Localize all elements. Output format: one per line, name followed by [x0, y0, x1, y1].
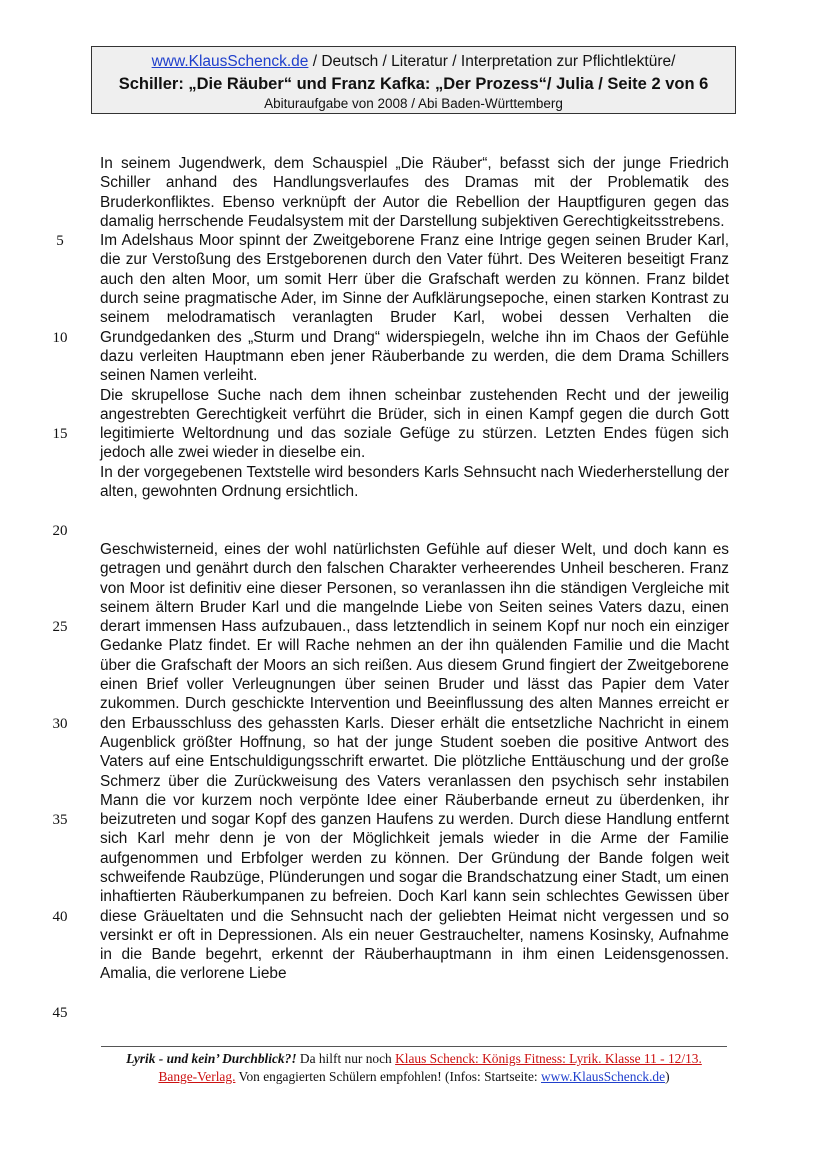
header-title: Schiller: „Die Räuber“ und Franz Kafka: „Der Prozess“/ Julia / Seite 2 von 6 [118, 75, 709, 93]
header-breadcrumb [92, 53, 735, 71]
publisher-link[interactable]: Bange-Verlag. [158, 1069, 236, 1084]
header-subtitle: Abituraufgabe von 2008 / Abi Baden-Württemberg [264, 96, 563, 111]
footer-lead: Lyrik - und kein’ Durchblick?! [126, 1051, 297, 1066]
paragraph-conflict: Die skrupellose Suche nach dem ihnen scheinbar zustehenden Recht und der jeweilig angestrebten Gerechtigkeit verführt die Brüder, sich in einen Kampf gegen die durch Gott legitimierte Weltordnung und das soziale Gefüge zu stürzen. Letzten Endes fügen sich jedoch alle zwei wieder in dieselbe ein. [100, 386, 729, 462]
line-number: 25 [52, 619, 68, 635]
page-footer [101, 1050, 727, 1086]
line-number: 10 [52, 329, 68, 346]
line-number: 5 [56, 233, 64, 249]
line-number: 35 [52, 812, 68, 828]
footer-site-link[interactable]: www.KlausSchenck.de [540, 1069, 666, 1084]
line-number: 20 [52, 522, 68, 539]
document-header [91, 46, 736, 114]
footer-divider [101, 1046, 727, 1047]
site-link[interactable]: www.KlausSchenck.de [151, 53, 309, 70]
paragraph-intro: In seinem Jugendwerk, dem Schauspiel „Die Räuber“, befasst sich der junge Friedrich Schiller anhand des Handlungsverlaufes des Dramas mit der Problematik des Bruderkonfliktes. Ebenso verknüpft der Autor die Rebellion der Hauptfiguren gegen das damalig herrschende Feudalsystem mit der Darstellung subjektiven Gerechtigkeitsstrebens. [100, 155, 729, 230]
footer-text: Von engagierten Schülern empfohlen! (Infos: Startseite: [235, 1069, 541, 1084]
footer-text: Da hilft nur noch [296, 1051, 396, 1066]
line-number: 30 [52, 715, 68, 732]
paragraph-gap [100, 501, 729, 540]
line-number: 40 [52, 908, 68, 925]
breadcrumb-text: / Deutsch / Literatur / Interpretation zur Pflichtlektüre/ [308, 53, 676, 70]
paragraph-main: Geschwisterneid, eines der wohl natürlichsten Gefühle auf dieser Welt, und doch kann es getragen und genährt durch den falschen Charakter verheerendes Unheil bescheren. Franz von Moor ist definitiv eine dieser Personen, so veranlassen ihn die ständigen Vergleiche mit seinem ältern Bruder Karl und die mangelnde Liebe von Seiten seines Vaters dazu, einen derart immensen Hass aufzubauen., dass letztendlich in seinem Kopf nur noch ein einziger Gedanke Platz findet. Er will Rache nehmen an der ihn quälenden Familie und die Macht über die Grafschaft der Moors an sich reißen. Aus diesem Grund fingiert der Zweitgeborene einen Brief voller Verleugnungen über seinen Bruder und lässt das Papier dem Vater zukommen. Durch geschickte Intervention und Beeinflussung des alten Mannes erreicht er den Erbausschluss des gehassten Karls. Dieser erhält die entsetzliche Nachricht in einem Augenblick größter Hoffnung, so hat der junge Student soeben die positive Antwort des Vaters auf eine Entschuldigungsschrift erwartet. Die plötzliche Enttäuschung und der große Schmerz über die Zurückweisung des Vaters veranlassen den psychisch sehr instabilen Mann die vor kurzem noch verpönte Idee einer Räuberbande erneut zu überdenken, ihr beizutreten und sogar Kopf des ganzen Haufens zu werden. Durch diese Handlung entfernt sich Karl mehr denn je von der Möglichkeit jemals wieder in die Arme der Familie aufgenommen und Erbfolger werden zu können. Der Gründung der Bande folgen weit schweifende Raubzüge, Plünderungen und sogar die Brandschatzung einer Stadt, um einen inhaftierten Räuberkumpanen zu befreien. Doch Karl kann sein schlechtes Gewissen über diese Gräueltaten und die Sehnsucht nach der geliebten Heimat nicht vergessen und so versinkt er oft in Depressionen. Als ein neuer Gestrauchelter, namens Kosinsky, Aufnahme in die Bande begehrt, erkennt der Räuberhauptmann in ihm einen Leidensgenossen. Amalia, die verlorene Liebe [100, 540, 729, 983]
book-link[interactable]: Klaus Schenck: Königs Fitness: Lyrik. Klasse 11 - 12/13. [395, 1051, 702, 1066]
line-number: 15 [52, 426, 68, 442]
line-number: 45 [52, 1005, 68, 1021]
paragraph-plot: Im Adelshaus Moor spinnt der Zweitgeborene Franz eine Intrige gegen seinen Bruder Karl, die zur Verstoßung des Erstgeborenen durch den Vater führt. Des Weiteren beseitigt Franz auch den alten Moor, um somit Herr über die Grafschaft werden zu können. Franz bildet durch seine pragmatische Ader, im Sinne der Aufklärungsepoche, einen starken Kontrast zu seinem melodramatisch veranlagten Bruder Karl, wobei dessen Verhalten die Grundgedanken des „Sturm und Drang“ widerspiegeln, welche ihn im Chaos der Gefühle dazu verleiten Hauptmann eben jener Räuberbande zu werden, die dem Drama Schillers seinen Namen verleiht. [100, 232, 729, 385]
paragraph-thesis: In der vorgegebenen Textstelle wird besonders Karls Sehnsucht nach Wiederherstellung der alten, gewohnten Ordnung ersichtlich. [100, 463, 729, 501]
footer-text: ) [665, 1069, 670, 1084]
essay-body [100, 154, 729, 984]
